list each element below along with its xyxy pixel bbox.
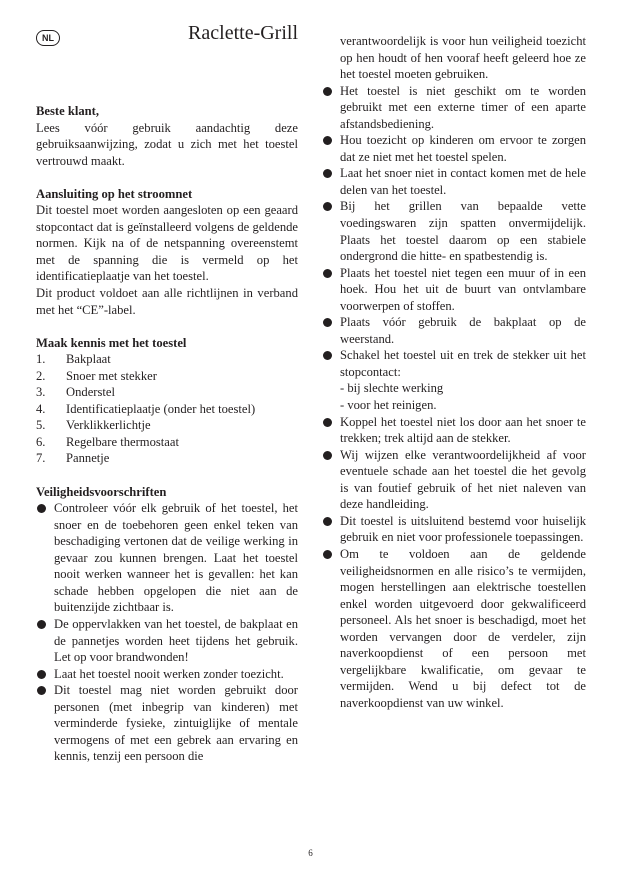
left-column [36, 22, 298, 765]
safety-item: Koppel het toestel niet los door aan het snoer te trekken; trek altijd aan de stekker. [322, 414, 586, 447]
safety-item: Het toestel is niet geschikt om te worden gebruikt met een externe timer of een aparte afstandsbediening. [322, 83, 586, 133]
safety-item-continuation: verantwoordelijk is voor hun veiligheid toezicht op hen houdt of hen vooraf heeft geleerd hoe ze het toestel moeten gebruiken. [340, 34, 586, 82]
parts-item: 5. Verklikkerlichtje [36, 418, 151, 433]
safety-item: Laat het toestel nooit werken zonder toezicht. [36, 666, 298, 683]
unplug-sublist [340, 380, 586, 413]
safety-item: Wij wijzen elke verantwoordelijkheid af voor eventuele schade aan het toestel die het gevolg is van foutief gebruik of het niet naleven van deze handleiding. [322, 447, 586, 513]
parts-item: 1. Bakplaat [36, 352, 111, 367]
safety-item: Hou toezicht op kinderen om ervoor te zorgen dat ze niet met het toestel spelen. [322, 132, 586, 165]
parts-item: 6. Regelbare thermostaat [36, 434, 179, 449]
unplug-text: Schakel het toestel uit en trek de stekker uit het stopcontact: [340, 348, 586, 379]
power-text: Dit toestel moet worden aangesloten op een geaard stopcontact dat is geïnstalleerd volgens de geldende normen. Kijk na of de netspanning overeenstemt met de spanning die is vermeld op het identificatieplaatje van het toestel. [36, 203, 298, 284]
parts-list [36, 351, 298, 467]
page-title: Raclette-Grill [188, 22, 298, 44]
safety-item: Bij het grillen van bepaalde vette voedingswaren zijn spatten onvermijdelijk. Plaats het toestel daarom op een stabiele ondergrond die hitte- en spatbestendig is. [322, 198, 586, 264]
safety-heading: Veiligheidsvoorschriften [36, 484, 167, 499]
greeting-text: Lees vóór gebruik aandachtig deze gebruiksaanwijzing, zodat u zich met het toestel vertrouwd maakt. [36, 120, 298, 168]
safety-item: Dit toestel mag niet worden gebruikt door personen (met inbegrip van kinderen) met verminderde fysieke, zintuiglijke of mentale vermogens of met een gebrek aan ervaring en kennis, tenzij een persoon die [36, 682, 298, 765]
parts-heading: Maak kennis met het toestel [36, 335, 187, 350]
power-heading: Aansluiting op het stroomnet [36, 186, 193, 201]
safety-item: Plaats vóór gebruik de bakplaat op de weerstand. [322, 314, 586, 347]
greeting-heading: Beste klant, [36, 104, 99, 118]
safety-item: Controleer vóór elk gebruik of het toestel, het snoer en de toebehoren geen enkel teken van beschadiging vertonen dat de veilige werking in gevaar zou kunnen brengen. Laat het toestel nooit werken wanneer het is gevallen: het kan schade hebben opgelopen die niet aan de buitenzijde zichtbaar is. [36, 500, 298, 616]
parts-item: 4. Identificatieplaatje (onder het toestel) [36, 401, 256, 416]
parts-item: 3. Onderstel [36, 385, 115, 400]
safety-item-unplug [322, 347, 586, 413]
safety-item: Plaats het toestel niet tegen een muur of in een hoek. Hou het uit de buurt van ontvlambare voorwerpen of stoffen. [322, 265, 586, 315]
safety-item: Laat het snoer niet in contact komen met de hele delen van het toestel. [322, 165, 586, 198]
safety-list-right [322, 33, 586, 711]
unplug-sub-item: - voor het reinigen. [340, 398, 437, 413]
parts-item: 7. Pannetje [36, 451, 110, 466]
safety-item: Om te voldoen aan de geldende veiligheidsnormen en alle risico’s te vermijden, mogen herstellingen aan elektrische toestellen enkel worden uitgevoerd door gekwalificeerd personeel. Als het snoer is beschadigd, moet het worden vervangen door de verdeler, zijn naverkoopdienst of een persoon met vergelijkbare kwalificatie, om gevaar te vermijden. Wend u bij defect tot de naverkoopdienst van uw winkel. [322, 546, 586, 711]
page-header [36, 22, 298, 52]
language-badge: NL [36, 30, 60, 46]
parts-item: 2. Snoer met stekker [36, 368, 157, 383]
unplug-sub-item: - bij slechte werking [340, 381, 444, 396]
ce-text: Dit product voldoet aan alle richtlijnen in verband met het “CE”-label. [36, 286, 298, 317]
safety-list-left [36, 500, 298, 765]
safety-item: Dit toestel is uitsluitend bestemd voor huiselijk gebruik en niet voor professionele toepassingen. [322, 513, 586, 546]
safety-item: De oppervlakken van het toestel, de bakplaat en de pannetjes worden heet tijdens het gebruik. Let op voor brandwonden! [36, 616, 298, 666]
page-number: 6 [308, 848, 313, 858]
right-column [322, 33, 586, 711]
